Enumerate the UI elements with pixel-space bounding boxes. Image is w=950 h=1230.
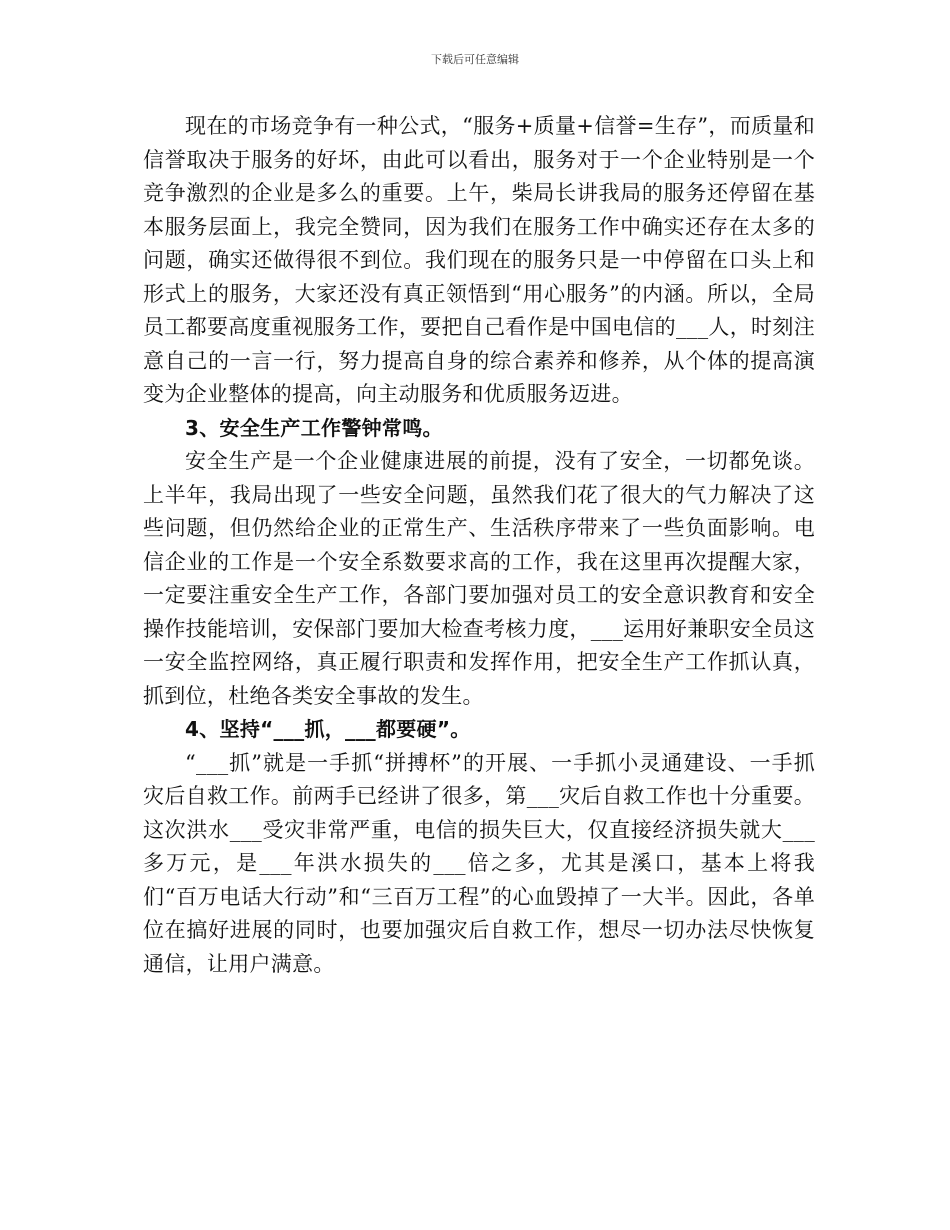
paragraph-disaster-recovery: “___抓”就是一手抓“拼搏杯”的开展、一手抓小灵通建设、一手抓灾后自救工作。前两手已经讲了很多，第___灾后自救工作也十分重要。这次洪水___受灾非常严重，电信的损失巨大，仅直接经济损失就大___多万元，是___年洪水损失的___倍之多，尤其是溪口，基本上将我们“百万电话大行动”和“三百万工程”的心血毁掉了一大半。因此，各单位在搞好进展的同时，也要加强灾后自救工作，想尽一切办法尽快恢复通信，让用户满意。: [143, 750, 815, 976]
paragraph-safety: 安全生产是一个企业健康进展的前提，没有了安全，一切都免谈。上半年，我局出现了一些安全问题，虽然我们花了很大的气力解决了这些问题，但仍然给企业的正常生产、生活秩序带来了一些负面影响。电信企业的工作是一个安全系数要求高的工作，我在这里再次提醒大家，一定要注重安全生产工作，各部门要加强对员工的安全意识教育和安全操作技能培训，安保部门要加大检查考核力度，___运用好兼职安全员这一安全监控网络，真正履行职责和发挥作用，把安全生产工作抓认真，抓到位，杜绝各类安全事故的发生。: [143, 449, 815, 708]
section-heading-safety: 3、安全生产工作警钟常鸣。: [185, 415, 443, 440]
page-header-note: 下载后可任意编辑: [431, 53, 519, 66]
section-heading-persist: 4、坚持“___抓，___都要硬”。: [185, 717, 471, 741]
document-body: [143, 110, 815, 981]
paragraph-service: 现在的市场竞争有一种公式，“服务+质量+信誉=生存”，而质量和信誉取决于服务的好坏，由此可以看出，服务对于一个企业特别是一个竞争激烈的企业是多么的重要。上午，柴局长讲我局的服务还停留在基本服务层面上，我完全赞同，因为我们在服务工作中确实还存在太多的问题，确实还做得很不到位。我们现在的服务只是一中停留在口头上和形式上的服务，大家还没有真正领悟到“用心服务”的内涵。所以，全局员工都要高度重视服务工作，要把自己看作是中国电信的___人，时刻注意自己的一言一行，努力提高自身的综合素养和修养，从个体的提高演变为企业整体的提高，向主动服务和优质服务迈进。: [143, 114, 815, 406]
